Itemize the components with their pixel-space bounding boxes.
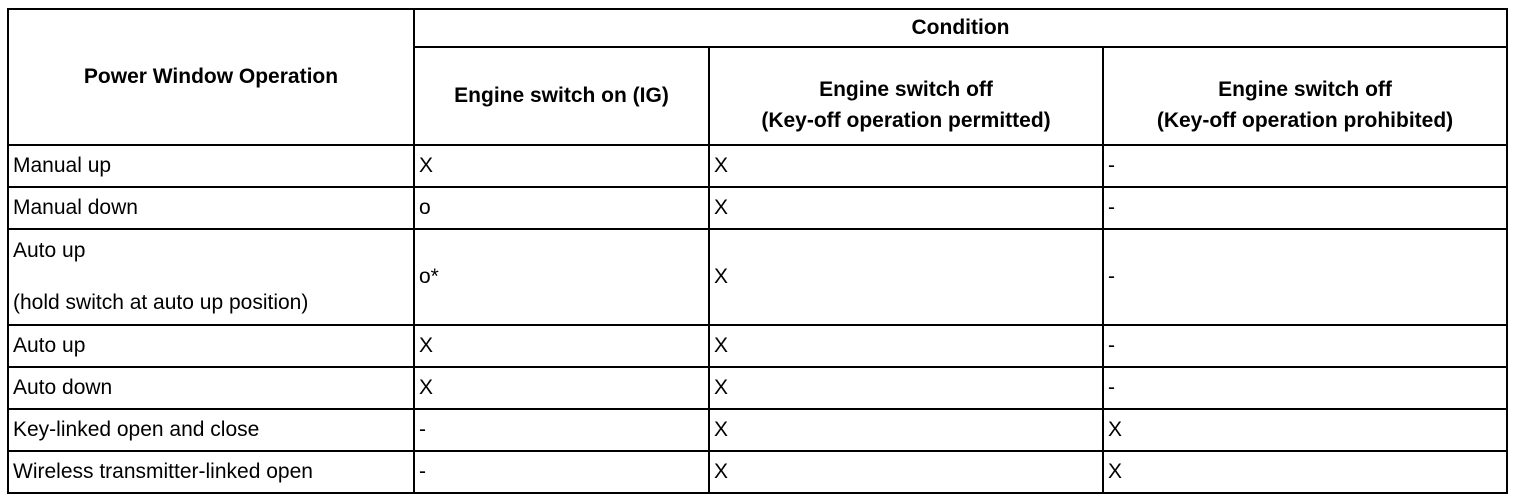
ig-on-cell: X (414, 145, 709, 187)
operation-cell: Wireless transmitter-linked open (8, 451, 414, 493)
key-off-prohibited-cell: X (1103, 409, 1507, 451)
condition-header: Condition (414, 9, 1507, 47)
key-off-permitted-cell: X (709, 325, 1103, 367)
operation-cell: Manual up (8, 145, 414, 187)
header-row-top (8, 9, 1507, 47)
key-off-permitted-cell: X (709, 367, 1103, 409)
operation-cell: Key-linked open and close (8, 409, 414, 451)
table-row (8, 367, 1507, 409)
table-row (8, 187, 1507, 229)
key-off-prohibited-cell: - (1103, 229, 1507, 325)
table-row (8, 145, 1507, 187)
ig-on-cell: - (414, 451, 709, 493)
table-row (8, 325, 1507, 367)
operation-cell: Auto down (8, 367, 414, 409)
operation-cell: Manual down (8, 187, 414, 229)
operation-header: Power Window Operation (8, 9, 414, 145)
key-off-prohibited-cell: X (1103, 451, 1507, 493)
table-row (8, 451, 1507, 493)
condition-column-header: Engine switch off (Key-off operation permitted) (709, 47, 1103, 145)
key-off-permitted-cell: X (709, 451, 1103, 493)
power-window-table (7, 8, 1508, 494)
operation-cell: Auto up (hold switch at auto up position) (8, 229, 414, 325)
key-off-prohibited-cell: - (1103, 187, 1507, 229)
key-off-permitted-cell: X (709, 409, 1103, 451)
operation-cell: Auto up (8, 325, 414, 367)
key-off-prohibited-cell: - (1103, 145, 1507, 187)
ig-on-cell: o* (414, 229, 709, 325)
table-row (8, 409, 1507, 451)
key-off-prohibited-cell: - (1103, 325, 1507, 367)
table-row (8, 229, 1507, 325)
ig-on-cell: X (414, 367, 709, 409)
condition-column-header: Engine switch off (Key-off operation prohibited) (1103, 47, 1507, 145)
key-off-permitted-cell: X (709, 187, 1103, 229)
ig-on-cell: - (414, 409, 709, 451)
condition-column-header: Engine switch on (IG) (414, 47, 709, 145)
key-off-permitted-cell: X (709, 229, 1103, 325)
ig-on-cell: X (414, 325, 709, 367)
key-off-permitted-cell: X (709, 145, 1103, 187)
ig-on-cell: o (414, 187, 709, 229)
key-off-prohibited-cell: - (1103, 367, 1507, 409)
